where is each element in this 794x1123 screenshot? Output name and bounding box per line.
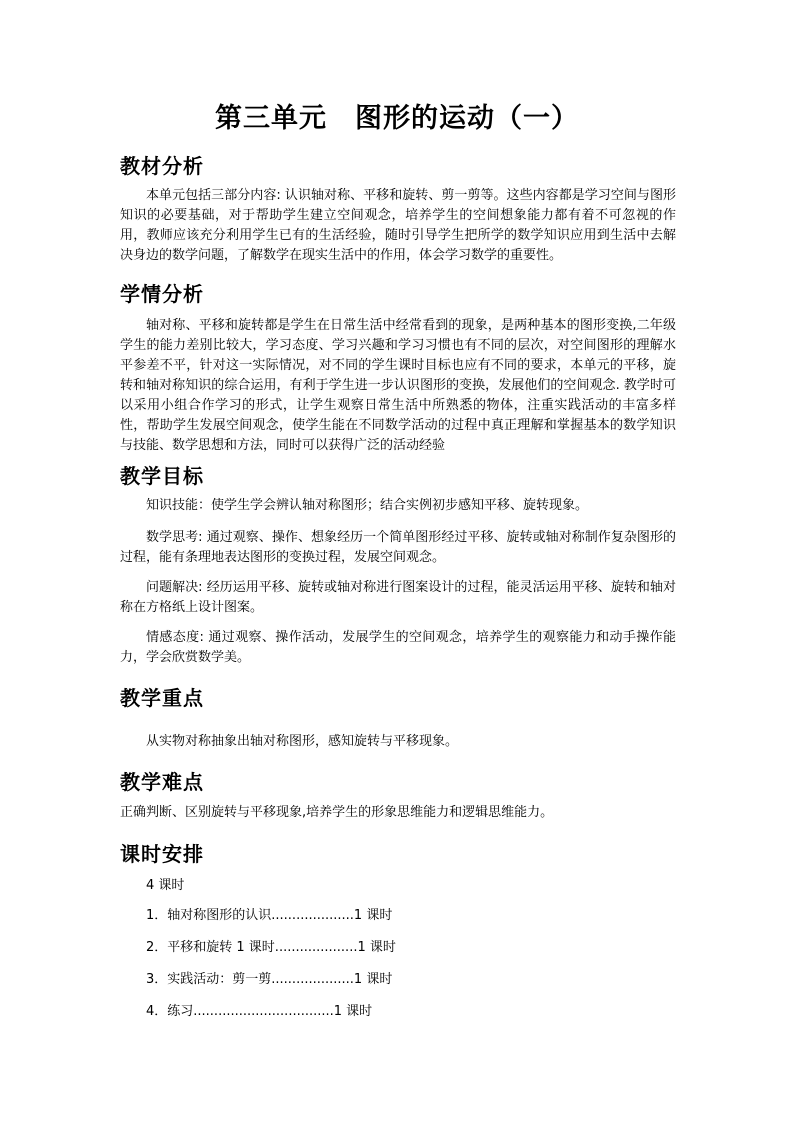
title-unit: 第三单元 [215,103,327,134]
heading-materials: 教材分析 [120,154,204,178]
paragraph-materials: 本单元包括三部分内容: 认识轴对称、平移和旋转、剪一剪等。这些内容都是学习空间与图形知识的必要基础，对于帮助学生建立空间观念，培养学生的空间想象能力都有着不可忽视的作用，教师应该充分利用学生已有的生活经验，随时引导学生把所学的数学知识应用到生活中去解决身边的数学问题，了解数学在现实生活中的作用，体会学习数学的重要性。 [120,188,676,263]
paragraph-difficulties: 正确判断、区别旋转与平移现象,培养学生的形象思维能力和逻辑思维能力。 [120,805,554,820]
heading-difficulties: 教学难点 [120,770,204,794]
schedule-total: 4 课时 [146,878,185,893]
title-topic: 图形的运动（一） [355,103,579,134]
heading-students: 学情分析 [120,282,204,306]
schedule-item: 4．练习..................................1 课时 [146,1004,373,1019]
goal-item: 数学思考: 通过观察、操作、想象经历一个简单图形经过平移、旋转或轴对称制作复杂图形的过程，能有条理地表达图形的变换过程，发展空间观念。 [120,530,676,565]
paragraph-key-points: 从实物对称抽象出轴对称图形，感知旋转与平移现象。 [146,734,459,749]
paragraph-students: 轴对称、平移和旋转都是学生在日常生活中经常看到的现象，是两种基本的图形变换,二年级学生的能力差别比较大，学习态度、学习兴趣和学习习惯也有不同的层次，对空间图形的理解水平参差不平，针对这一实际情况，对不同的学生课时目标也应有不同的要求，本单元的平移，旋转和轴对称知识的综合运用，有利于学生进一步认识图形的变换，发展他们的空间观念. 教学时可以采用小组合作学习的形式，让学生观察日常生活中所熟悉的物体，注重实践活动的丰富多样性，帮助学生发展空间观念，使学生能在不同数学活动的过程中真正理解和掌握基本的数学知识与技能、数学思想和方法，同时可以获得广泛的活动经验 [120,318,676,453]
heading-schedule: 课时安排 [120,842,204,866]
heading-goals: 教学目标 [120,464,204,488]
document-title [0,96,794,135]
goal-item: 问题解决: 经历运用平移、旋转或轴对称进行图案设计的过程，能灵活运用平移、旋转和轴对称在方格纸上设计图案。 [120,580,676,615]
schedule-item: 2．平移和旋转 1 课时....................1 课时 [146,940,396,955]
schedule-item: 1．轴对称图形的认识....................1 课时 [146,908,393,923]
heading-key-points: 教学重点 [120,686,204,710]
goal-item: 知识技能：使学生学会辨认轴对称图形；结合实例初步感知平移、旋转现象。 [146,498,589,513]
goal-item: 情感态度: 通过观察、操作活动，发展学生的空间观念，培养学生的观察能力和动手操作能力，学会欣赏数学美。 [120,630,676,665]
schedule-item: 3．实践活动：剪一剪....................1 课时 [146,972,393,987]
